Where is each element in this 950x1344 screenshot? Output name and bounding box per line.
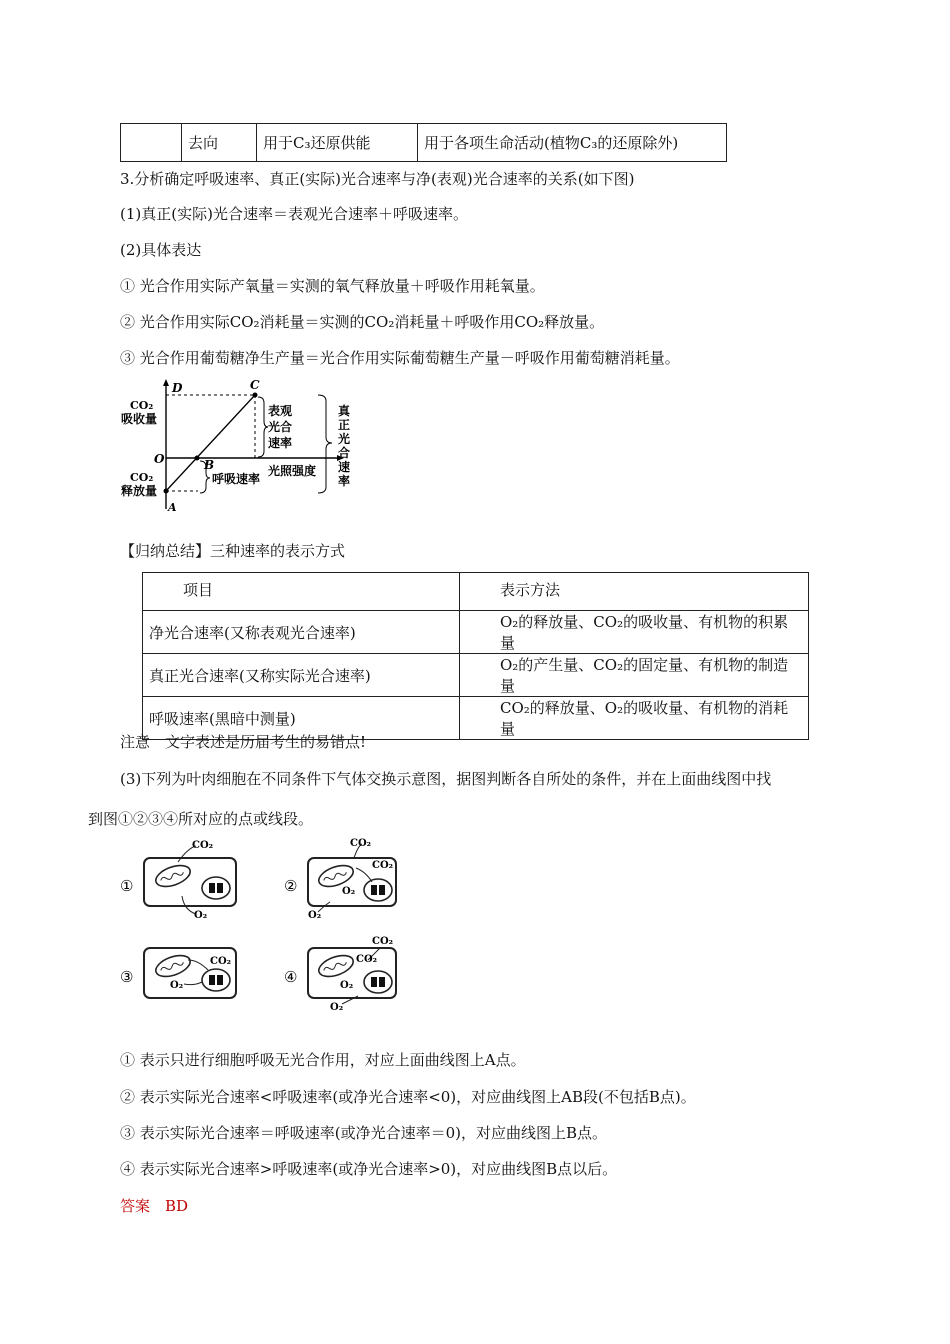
table-cell: CO₂的释放量、O₂的吸收量、有机物的消耗量 — [460, 697, 809, 740]
result-2: ② 表示实际光合速率<呼吸速率(或净光合速率<0)，对应曲线图上AB段(不包括B点)。 — [120, 1088, 696, 1106]
svg-text:③: ③ — [120, 968, 134, 986]
svg-text:②: ② — [284, 877, 298, 895]
rate-table — [142, 572, 809, 740]
label-absorb: 吸收量 — [121, 412, 158, 426]
label-O: O — [154, 452, 165, 466]
table-cell: 真正光合速率(又称实际光合速率) — [143, 654, 460, 697]
table-cell: 用于C₃还原供能 — [257, 124, 418, 162]
label-resp-rate: 呼吸速率 — [212, 472, 261, 486]
top-table — [120, 123, 727, 162]
svg-text:O₂: O₂ — [170, 980, 184, 991]
label-C: C — [250, 378, 260, 392]
table-header: 项目 — [143, 573, 460, 611]
table-header: 表示方法 — [460, 573, 809, 611]
svg-text:CO₂: CO₂ — [356, 954, 378, 965]
label-co2-absorb: CO₂ — [130, 399, 154, 412]
label-co2-release: CO₂ — [130, 471, 154, 484]
svg-text:④: ④ — [284, 968, 298, 986]
paragraph: ① 光合作用实际产氧量＝实测的氧气释放量＋呼吸作用耗氧量。 — [120, 277, 545, 295]
section-3-title: 3.分析确定呼吸速率、真正(实际)光合速率与净(表观)光合速率的关系(如下图) — [120, 170, 635, 188]
table-cell — [121, 124, 182, 162]
svg-text:O₂: O₂ — [340, 980, 354, 991]
question-3-cont: 到图①②③④所对应的点或线段。 — [88, 810, 314, 828]
svg-text:O₂: O₂ — [308, 910, 322, 921]
label-light: 光照强度 — [268, 464, 317, 478]
table-cell: O₂的释放量、CO₂的吸收量、有机物的积累量 — [460, 611, 809, 654]
table-cell: 去向 — [182, 124, 257, 162]
label-net-rate: 光合 — [268, 420, 293, 434]
svg-text:CO₂: CO₂ — [210, 956, 232, 967]
label-true-rate: 率 — [338, 474, 351, 488]
answer: 答案 BD — [120, 1197, 189, 1215]
paragraph: ② 光合作用实际CO₂消耗量＝实测的CO₂消耗量＋呼吸作用CO₂释放量。 — [120, 313, 605, 331]
svg-text:CO₂: CO₂ — [350, 838, 372, 849]
cells-figure — [118, 836, 398, 1014]
table-cell: O₂的产生量、CO₂的固定量、有机物的制造量 — [460, 654, 809, 697]
label-release: 释放量 — [121, 484, 158, 498]
svg-text:①: ① — [120, 877, 134, 895]
label-true-rate: 真 — [338, 404, 351, 418]
table-cell: 呼吸速率(黑暗中测量) — [143, 697, 460, 740]
label-A: A — [168, 501, 177, 514]
result-1: ① 表示只进行细胞呼吸无光合作用，对应上面曲线图上A点。 — [120, 1051, 526, 1069]
table-cell: 用于各项生命活动(植物C₃的还原除外) — [418, 124, 727, 162]
cell-diagram-4 — [284, 936, 396, 1013]
paragraph: ③ 光合作用葡萄糖净生产量＝光合作用实际葡萄糖生产量－呼吸作用葡萄糖消耗量。 — [120, 349, 680, 367]
cell-diagram-3 — [120, 948, 236, 998]
svg-text:O₂: O₂ — [342, 886, 356, 897]
result-3: ③ 表示实际光合速率＝呼吸速率(或净光合速率＝0)，对应曲线图上B点。 — [120, 1124, 608, 1142]
rate-graph — [118, 377, 358, 515]
label-net-rate: 表观 — [268, 404, 293, 418]
summary-heading: 【归纳总结】三种速率的表示方式 — [120, 542, 346, 560]
svg-text:CO₂: CO₂ — [192, 840, 214, 851]
table-cell: 净光合速率(又称表观光合速率) — [143, 611, 460, 654]
label-true-rate: 速 — [338, 460, 351, 474]
paragraph: (1)真正(实际)光合速率＝表观光合速率＋呼吸速率。 — [120, 205, 468, 223]
note: 注意 文字表述是历届考生的易错点! — [120, 733, 367, 751]
svg-text:O₂: O₂ — [194, 910, 208, 921]
cell-diagram-2 — [284, 838, 396, 921]
label-true-rate: 光 — [338, 432, 351, 446]
label-net-rate: 速率 — [268, 436, 293, 450]
question-3: (3)下列为叶肉细胞在不同条件下气体交换示意图，据图判断各自所处的条件，并在上面曲线图中找 — [120, 770, 772, 788]
label-true-rate: 合 — [338, 446, 351, 460]
label-B: B — [204, 458, 215, 472]
paragraph: (2)具体表达 — [120, 241, 202, 259]
svg-text:CO₂: CO₂ — [372, 936, 394, 947]
result-4: ④ 表示实际光合速率>呼吸速率(或净光合速率>0)，对应曲线图B点以后。 — [120, 1160, 618, 1178]
label-true-rate: 正 — [338, 418, 351, 432]
label-D: D — [172, 381, 183, 395]
cell-diagram-1 — [120, 840, 236, 921]
svg-text:CO₂: CO₂ — [372, 860, 394, 871]
svg-text:O₂: O₂ — [330, 1002, 344, 1013]
